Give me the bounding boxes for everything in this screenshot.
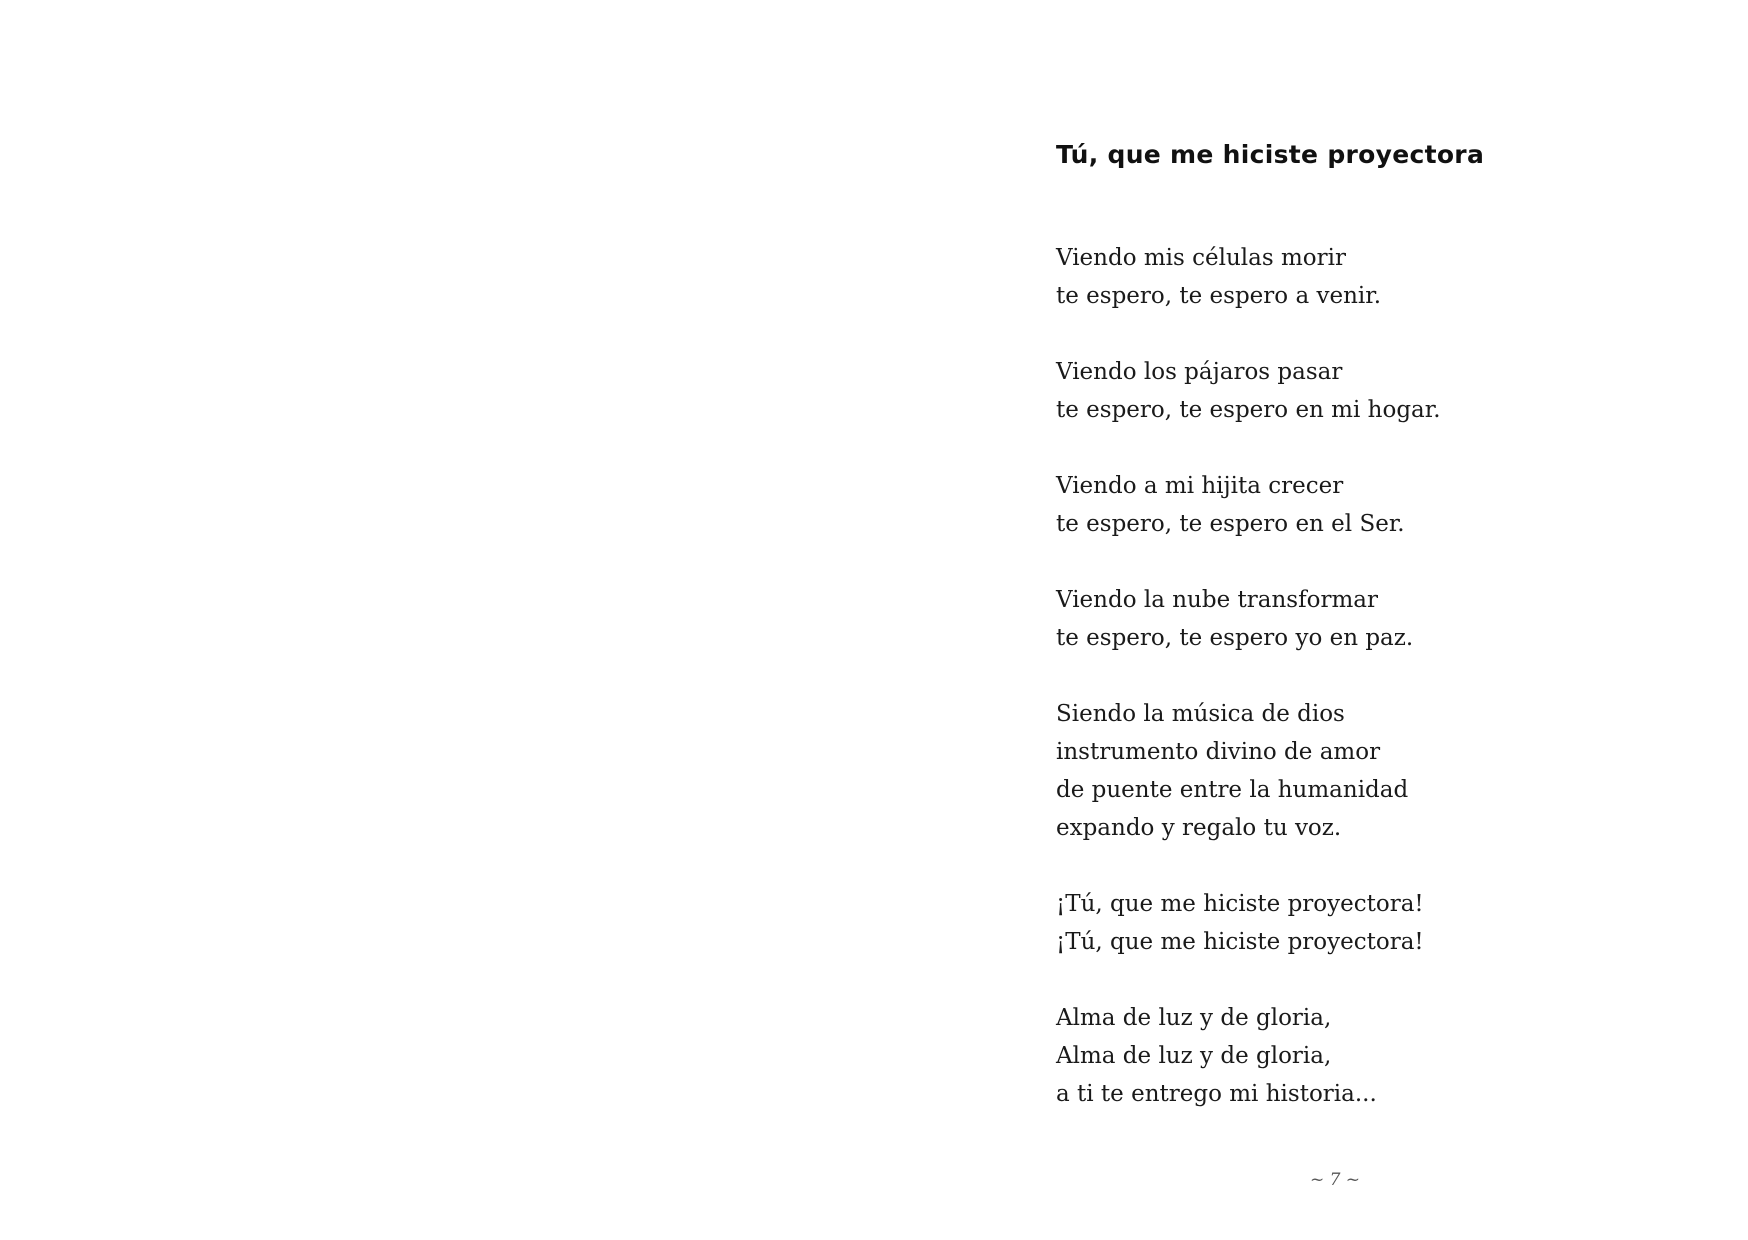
- stanza-6: [1056, 885, 1441, 961]
- page-number: ~ 7 ~: [1309, 1170, 1361, 1190]
- verse: instrumento divino de amor: [1056, 739, 1381, 765]
- verse: te espero, te espero a venir.: [1056, 283, 1382, 309]
- verse: te espero, te espero en mi hogar.: [1056, 397, 1441, 423]
- stanza-2: [1056, 353, 1441, 429]
- stanza-1: [1056, 239, 1441, 315]
- stanza-3: [1056, 467, 1441, 543]
- verse: te espero, te espero en el Ser.: [1056, 511, 1405, 537]
- verse: Viendo mis células morir: [1056, 245, 1346, 271]
- poem-title: Tú, que me hiciste proyectora: [1056, 140, 1485, 169]
- verse: Viendo los pájaros pasar: [1056, 359, 1343, 385]
- verse: Siendo la música de dios: [1056, 701, 1345, 727]
- stanza-5: [1056, 695, 1441, 847]
- poem-body: [1056, 239, 1441, 1113]
- verse: expando y regalo tu voz.: [1056, 815, 1342, 841]
- verse: ¡Tú, que me hiciste proyectora!: [1056, 891, 1424, 917]
- stanza-7: [1056, 999, 1441, 1113]
- verse: de puente entre la humanidad: [1056, 777, 1409, 803]
- right-page: [874, 0, 1748, 1240]
- verse: Alma de luz y de gloria,: [1056, 1043, 1332, 1069]
- verse: ¡Tú, que me hiciste proyectora!: [1056, 929, 1424, 955]
- verse: Viendo a mi hijita crecer: [1056, 473, 1344, 499]
- verse: Viendo la nube transformar: [1056, 587, 1378, 613]
- verse: te espero, te espero yo en paz.: [1056, 625, 1414, 651]
- verse: a ti te entrego mi historia...: [1056, 1081, 1377, 1107]
- verse: Alma de luz y de gloria,: [1056, 1005, 1332, 1031]
- stanza-4: [1056, 581, 1441, 657]
